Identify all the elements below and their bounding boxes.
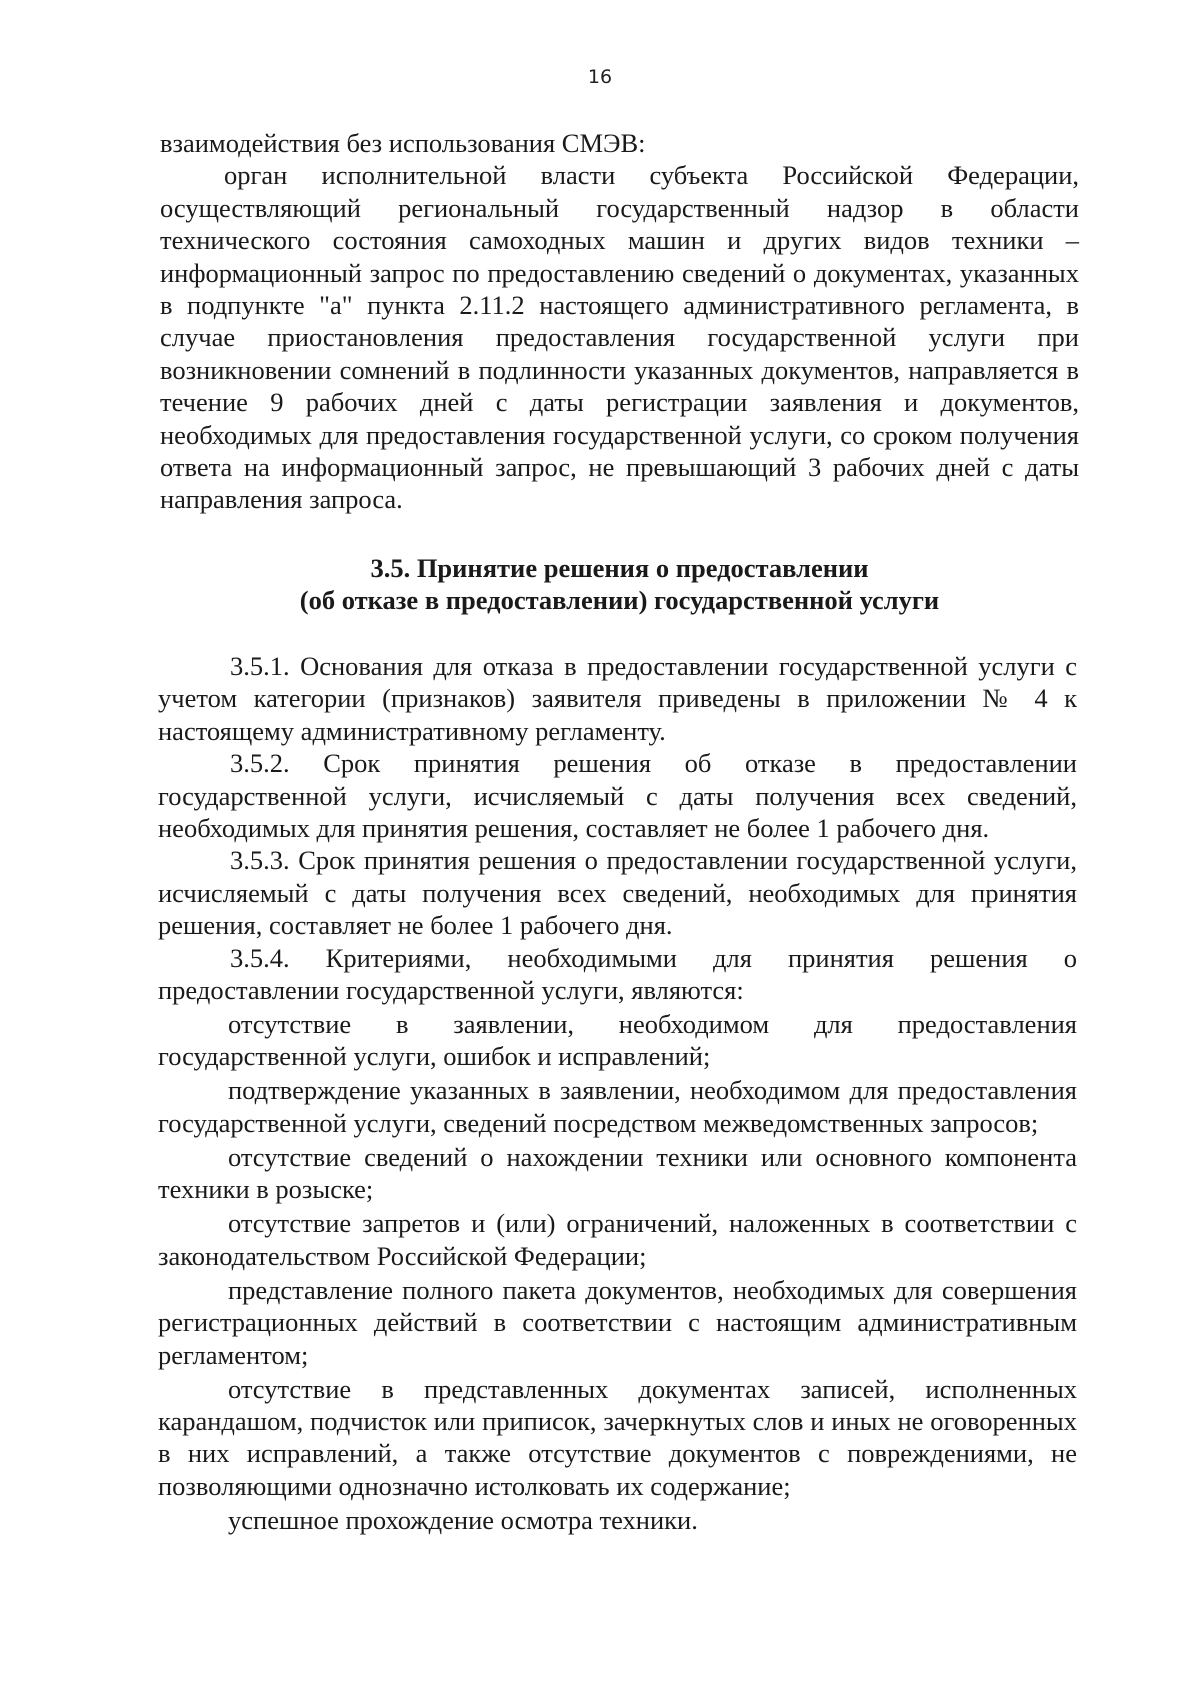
criterion-item: отсутствие сведений о нахождении техники или основного компонента техники в розыске; (158, 1141, 1077, 1205)
criterion-item: отсутствие запретов и (или) ограничений, наложенных в соответствии с законодательством Российской Федерации; (158, 1208, 1077, 1271)
criterion-item: подтверждение указанных в заявлении, необходимом для предоставления государственной услуги, сведений посредством межведомственных запросов; (158, 1075, 1077, 1138)
criterion-item: отсутствие в заявлении, необходимом для предоставления государственной услуги, ошибок и исправлений; (158, 1009, 1077, 1072)
section-heading-line1: 3.5. Принятие решения о предоставлении (370, 553, 869, 583)
criterion-item: успешное прохождение осмотра техники. (228, 1504, 698, 1535)
paragraph-3-5-1: 3.5.1. Основания для отказа в предоставлении государственной услуги с учетом категории (признаков) заявителя приведены в приложении № 4 к настоящему административному регламенту. (158, 651, 1077, 746)
intro-lead-line: взаимодействия без использования СМЭВ: (160, 128, 646, 158)
paragraph-3-5-4: 3.5.4. Критериями, необходимыми для принятия решения о предоставлении государственной услуги, являются: (158, 942, 1077, 1006)
page-number: 16 (587, 66, 613, 88)
section-heading-line2: (об отказе в предоставлении) государственной услуги (299, 585, 940, 616)
intro-block (160, 127, 1079, 516)
paragraph-3-5-2: 3.5.2. Срок принятия решения об отказе в предоставлении государственной услуги, исчисляемый с даты получения всех сведений, необходимых для принятия решения, составляет не более 1 рабочего дня. (158, 748, 1077, 844)
paragraph-3-5-3: 3.5.3. Срок принятия решения о предоставлении государственной услуги, исчисляемый с даты получения всех сведений, необходимых для принятия решения, составляет не более 1 рабочего дня. (158, 845, 1077, 941)
section-heading (160, 552, 1079, 617)
criterion-item: отсутствие в представленных документах записей, исполненных карандашом, подчисток или приписок, зачеркнутых слов и иных не оговоренных в них исправлений, а также отсутствие документов с повреждениями, не позволяющими однозначно истолковать их содержание; (158, 1373, 1077, 1501)
intro-paragraph: орган исполнительной власти субъекта Российской Федерации, осуществляющий региональный государственный надзор в области технического состояния самоходных машин и других видов техники – информационный запрос по предоставлению сведений о документах, указанных в подпункте "а" пункта 2.11.2 настоящего административного регламента, в случае приостановления предоставления государственной услуги при возникновении сомнений в подлинности указанных документов, направляется в течение 9 рабочих дней с даты регистрации заявления и документов, необходимых для предоставления государственной услуги, со сроком получения ответа на информационный запрос, не превышающий 3 рабочих дней с даты направления запроса. (160, 160, 1079, 515)
section-body (158, 650, 1077, 1536)
criterion-item: представление полного пакета документов, необходимых для совершения регистрационных действий в соответствии с настоящим административным регламентом; (158, 1274, 1077, 1370)
